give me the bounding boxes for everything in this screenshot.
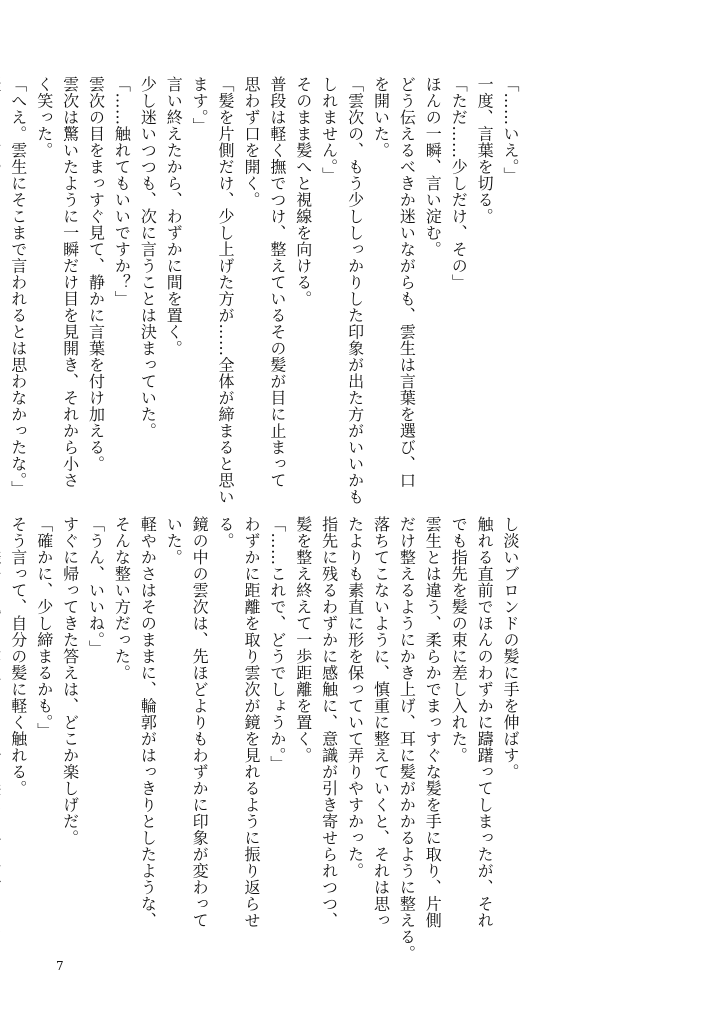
text-line: だけ整えるようにかき上げ、耳に髪がかかるように整える。 — [397, 516, 417, 962]
text-line: しれません。」 — [319, 76, 339, 184]
text-line: すぐに帰ってきた答えは、どこか楽しげだ。 — [60, 516, 80, 846]
text-line: 雲次の目をまっすぐ見て、静かに言葉を付け加える。 — [86, 76, 106, 472]
text-line: 触れる直前でほんのわずかに躊躇ってしまったが、それ — [475, 516, 495, 929]
text-line: 少し迷いつつも、次に言うことは決まっていた。 — [138, 76, 158, 439]
text-line: そう言って、自分の髪に軽く触れる。 — [8, 516, 28, 797]
text-line: 「雲次の、もう少ししっかりした印象が出た方がいいかも — [345, 76, 365, 505]
text-line: 「うん、いいね。」 — [86, 516, 106, 657]
text-line: 一度、言葉を切る。 — [475, 76, 495, 225]
text-line: 「……これで、どうでしょうか。」 — [267, 516, 287, 772]
text-line: 「ただ……少しだけ、その」 — [449, 76, 469, 291]
text-line: ます。」 — [190, 76, 210, 134]
text-line: 思わず口を開く。 — [241, 76, 261, 208]
text-line: そんな整い方だった。 — [112, 516, 132, 681]
text-line: 「確かに、少し締まるかも。」 — [34, 516, 54, 739]
text-line: でも指先を髪の束に差し入れた。 — [449, 516, 469, 764]
text-line: どう伝えるべきか迷いながらも、雲生は言葉を選び、口 — [397, 76, 417, 489]
text-line: 雲生とは違う、柔らかでまっすぐな髪を手に取り、片側 — [423, 516, 443, 929]
text-line: たよりも素直に形を保っていて弄りやすかった。 — [345, 516, 365, 879]
text-line: 言い終えたから、わずかに間を置く。 — [164, 76, 184, 357]
text-line: 「へえ。雲生にそこまで言われるとは思わなかったな。」 — [8, 76, 28, 497]
text-line: ほんの一瞬、言い淀む。 — [423, 76, 443, 258]
text-block-top — [0, 76, 523, 505]
text-line: く笑った。 — [34, 76, 54, 159]
text-line: る。 — [216, 516, 236, 549]
text-line: 「……触れてもいいですか？」 — [112, 76, 132, 307]
text-line: 普段は軽く撫でつけ、整えているその髪が目に止まって — [267, 76, 287, 489]
text-line: 髪を整え終えて一歩距離を置く。 — [293, 516, 313, 764]
text-line: いた。 — [164, 516, 184, 566]
text-block-bottom — [0, 516, 523, 962]
text-line: 落ちてこないように、慎重に整えていくと、それは思っ — [371, 516, 391, 929]
text-line: わずかに距離を取り雲次が鏡を見れるように振り返らせ — [241, 516, 261, 929]
text-line: 雲次は驚いたように一瞬だけ目を見開き、それから小さ — [60, 76, 80, 489]
page-number: 7 — [56, 959, 64, 973]
text-line: 指先に残るわずかに感触に、意識が引き寄せられつつ、 — [319, 516, 339, 929]
text-line: 「……いえ。」 — [501, 76, 520, 184]
text-line: 「髪を片側だけ、少し上げた方が……全体が締まると思い — [216, 76, 236, 505]
text-line: 鏡の中の雲次は、先ほどよりもわずかに印象が変わって — [190, 516, 210, 929]
text-line: そのまま髪へと視線を向ける。 — [293, 76, 313, 307]
text-line — [0, 516, 5, 956]
text-line: を開いた。 — [371, 76, 391, 159]
text-line: 軽やかさはそのままに、輪郭がはっきりとしたような、 — [138, 516, 158, 929]
text-line: し淡いブロンドの髪に手を伸ばす。 — [501, 516, 520, 780]
